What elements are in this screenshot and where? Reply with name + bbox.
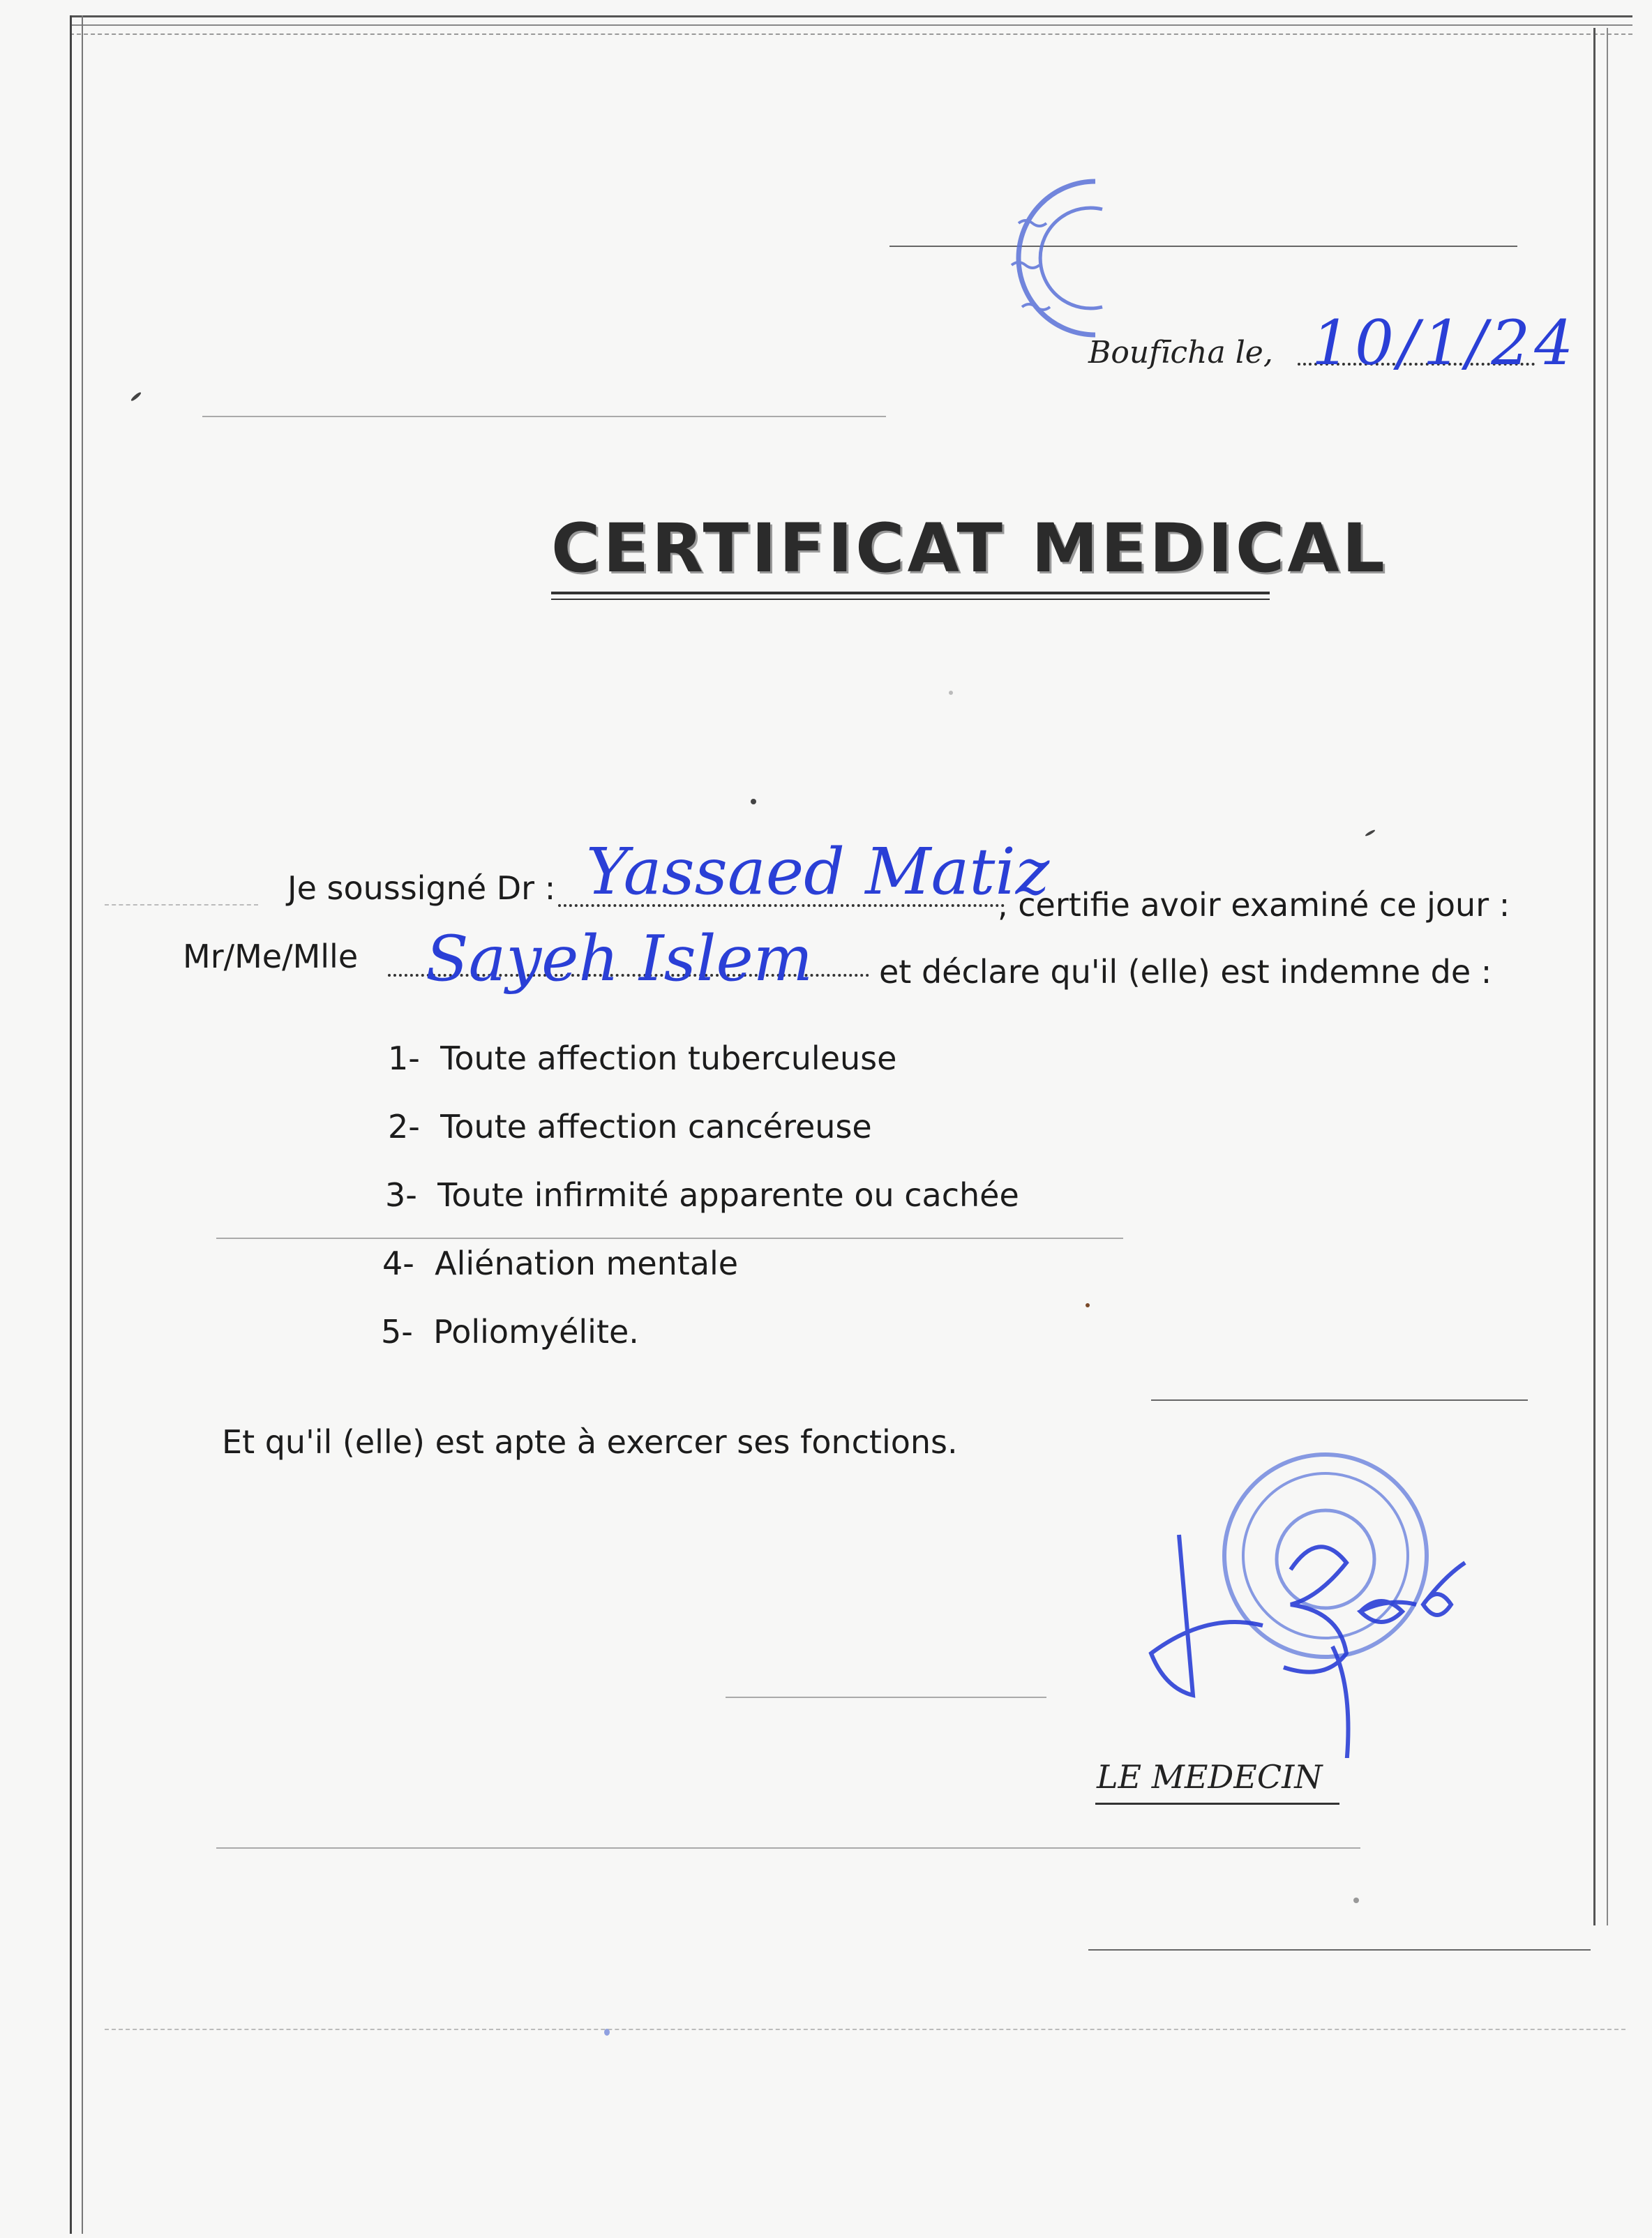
list-item-number: 4- <box>382 1245 414 1282</box>
list-item-text: Toute affection cancéreuse <box>440 1108 872 1146</box>
doctor-line-prefix: Je soussigné Dr : <box>287 869 556 907</box>
list-item <box>382 1245 738 1282</box>
list-item <box>381 1313 639 1351</box>
doctor-line-suffix: , certifie avoir examiné ce jour : <box>998 886 1510 924</box>
speck <box>1353 1898 1359 1903</box>
list-item-number: 1- <box>388 1039 420 1077</box>
list-item-text: Toute affection tuberculeuse <box>440 1039 897 1077</box>
date-label: Boufīcha le, <box>1088 335 1273 370</box>
list-item-text: Poliomyélite. <box>433 1313 639 1351</box>
divider-line <box>216 1238 1123 1239</box>
list-item-number: 2- <box>388 1108 420 1146</box>
list-item-text: Toute infirmité apparente ou cachée <box>437 1176 1019 1214</box>
speck <box>949 691 953 695</box>
divider-line <box>216 1847 1360 1849</box>
patient-line-prefix: Mr/Me/Mlle <box>183 938 359 975</box>
speck <box>751 799 756 804</box>
divider-line <box>105 2029 1625 2030</box>
list-item-number: 5- <box>381 1313 413 1351</box>
list-item-text: Aliénation mentale <box>435 1245 739 1282</box>
divider-line <box>1151 1399 1528 1401</box>
patient-line-suffix: et déclare qu'il (elle) est indemne de : <box>879 953 1492 991</box>
signature-label-underline <box>1095 1803 1339 1805</box>
divider-line <box>889 246 1517 247</box>
list-item <box>388 1039 896 1077</box>
left-border <box>70 15 83 2234</box>
speck <box>604 2029 610 2036</box>
divider-line <box>726 1697 1046 1698</box>
title-underline <box>551 592 1270 594</box>
page-title: CERTIFICAT MEDICAL <box>551 509 1388 587</box>
speck <box>130 391 142 402</box>
list-item-number: 3- <box>385 1176 417 1214</box>
title-underline <box>551 599 1270 600</box>
conclusion-text: Et qu'il (elle) est apte à exercer ses fonctions. <box>222 1423 958 1461</box>
speck <box>1086 1303 1090 1307</box>
list-item <box>388 1108 872 1146</box>
right-border <box>1593 28 1608 1925</box>
official-stamp-bottom <box>1130 1437 1521 1758</box>
divider-line <box>105 904 258 906</box>
divider-line <box>202 416 886 417</box>
list-item <box>385 1176 1019 1214</box>
top-border <box>70 15 1632 26</box>
divider-line <box>1088 1949 1591 1951</box>
handwritten-patient-name: Sayeh Islem <box>426 922 813 996</box>
handwritten-date: 10/1/24 <box>1312 307 1578 379</box>
official-stamp-top <box>991 160 1151 356</box>
handwritten-doctor-name: Yassaed Matiz <box>586 834 1050 909</box>
speck <box>1365 829 1376 836</box>
signature-label: LE MEDECIN <box>1097 1758 1323 1796</box>
top-border-inner <box>70 33 1632 35</box>
